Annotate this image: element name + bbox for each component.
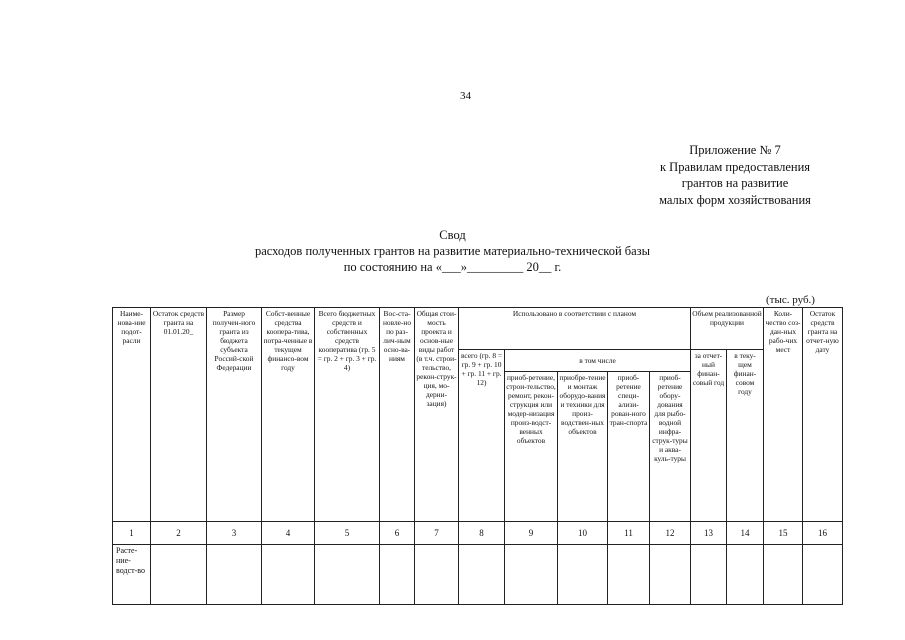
column-number: 12 bbox=[650, 522, 691, 545]
table-cell bbox=[691, 545, 727, 605]
report-table bbox=[112, 307, 843, 605]
table-cell bbox=[262, 545, 315, 605]
table-cell bbox=[650, 545, 691, 605]
header-group-cell: Использовано в соответствии с планом bbox=[459, 308, 691, 350]
header-cell: приоб-ретение специ-ализи-рован-ного тран-спорта bbox=[608, 372, 650, 522]
column-number: 4 bbox=[262, 522, 315, 545]
units-label: (тыс. руб.) bbox=[766, 294, 815, 306]
header-cell: приоб-ретение обору-дования для рыбо-водной инфра-струк-туры и аква-куль-туры bbox=[650, 372, 691, 522]
header-cell: Наиме-нова-ние подот-расли bbox=[113, 308, 151, 522]
appendix-line: грантов на развитие bbox=[681, 176, 789, 190]
column-number: 14 bbox=[727, 522, 764, 545]
table-cell bbox=[315, 545, 380, 605]
header-cell: Вос-ста-новле-но по раз-лич-ным осно-ва-ниям bbox=[380, 308, 415, 522]
row-label: Расте-ние-водст-во bbox=[113, 545, 151, 605]
column-number: 11 bbox=[608, 522, 650, 545]
column-number: 9 bbox=[505, 522, 558, 545]
column-number: 1 bbox=[113, 522, 151, 545]
column-number: 5 bbox=[315, 522, 380, 545]
column-number: 6 bbox=[380, 522, 415, 545]
column-number: 10 bbox=[558, 522, 608, 545]
appendix-line: Приложение № 7 bbox=[689, 143, 781, 157]
document-title bbox=[0, 227, 905, 275]
table-cell bbox=[558, 545, 608, 605]
table-cell bbox=[459, 545, 505, 605]
column-number: 2 bbox=[151, 522, 207, 545]
column-number: 8 bbox=[459, 522, 505, 545]
header-cell: Собст-венные средства коопера-тива, потра-ченные в текущем финансо-вом году bbox=[262, 308, 315, 522]
table-cell bbox=[727, 545, 764, 605]
header-cell: Общая стои-мость проекта и основ-ные виды работ (в т.ч. строи-тельство, рекон-струк-ция, мо-дерни-зация) bbox=[415, 308, 459, 522]
header-cell: Коли-чество соз-дан-ных рабо-чих мест bbox=[764, 308, 803, 522]
table-row bbox=[113, 545, 843, 605]
table-cell bbox=[803, 545, 843, 605]
table-cell bbox=[151, 545, 207, 605]
table-cell bbox=[505, 545, 558, 605]
appendix-line: к Правилам предоставления bbox=[659, 159, 811, 174]
table-cell bbox=[415, 545, 459, 605]
title-line: расходов полученных грантов на развитие материально-технической базы bbox=[254, 244, 651, 258]
table-cell bbox=[380, 545, 415, 605]
column-number: 16 bbox=[803, 522, 843, 545]
title-line: по состоянию на «___»_________ 20__ г. bbox=[343, 260, 562, 274]
title-line: Свод bbox=[439, 228, 466, 242]
header-cell: Остаток средств гранта на отчет-ную дату bbox=[803, 308, 843, 522]
header-group-cell: в том числе bbox=[505, 350, 691, 372]
header-cell: приоб-ретение, строи-тельство, ремонт, рекон-струкция или модер-низация произ-водст-венных объектов bbox=[505, 372, 558, 522]
header-group-cell: Объем реализованной продукции bbox=[691, 308, 764, 350]
header-cell: Размер получен-ного гранта из бюджета субъекта Россий-ской Федерации bbox=[207, 308, 262, 522]
table-cell bbox=[608, 545, 650, 605]
column-number: 15 bbox=[764, 522, 803, 545]
header-cell: приобре-тение и монтаж оборудо-вания и техники для произ-водствен-ных объектов bbox=[558, 372, 608, 522]
header-cell: Остаток средств гранта на 01.01.20_ bbox=[151, 308, 207, 522]
appendix-line: малых форм хозяйствования bbox=[659, 192, 811, 207]
page-number: 34 bbox=[460, 90, 471, 102]
column-number: 13 bbox=[691, 522, 727, 545]
header-cell: всего (гр. 8 = гр. 9 + гр. 10 + гр. 11 + гр. 12) bbox=[459, 350, 505, 522]
header-cell: в теку-щем финан-совом году bbox=[727, 350, 764, 522]
table-cell bbox=[207, 545, 262, 605]
column-number: 7 bbox=[415, 522, 459, 545]
header-cell: Всего бюджетных средств и собственных средств кооператива (гр. 5 = гр. 2 + гр. 3 + гр. 4) bbox=[315, 308, 380, 522]
header-cell: за отчет-ный финан-совый год bbox=[691, 350, 727, 522]
table-cell bbox=[764, 545, 803, 605]
column-number: 3 bbox=[207, 522, 262, 545]
appendix-header bbox=[635, 142, 835, 208]
